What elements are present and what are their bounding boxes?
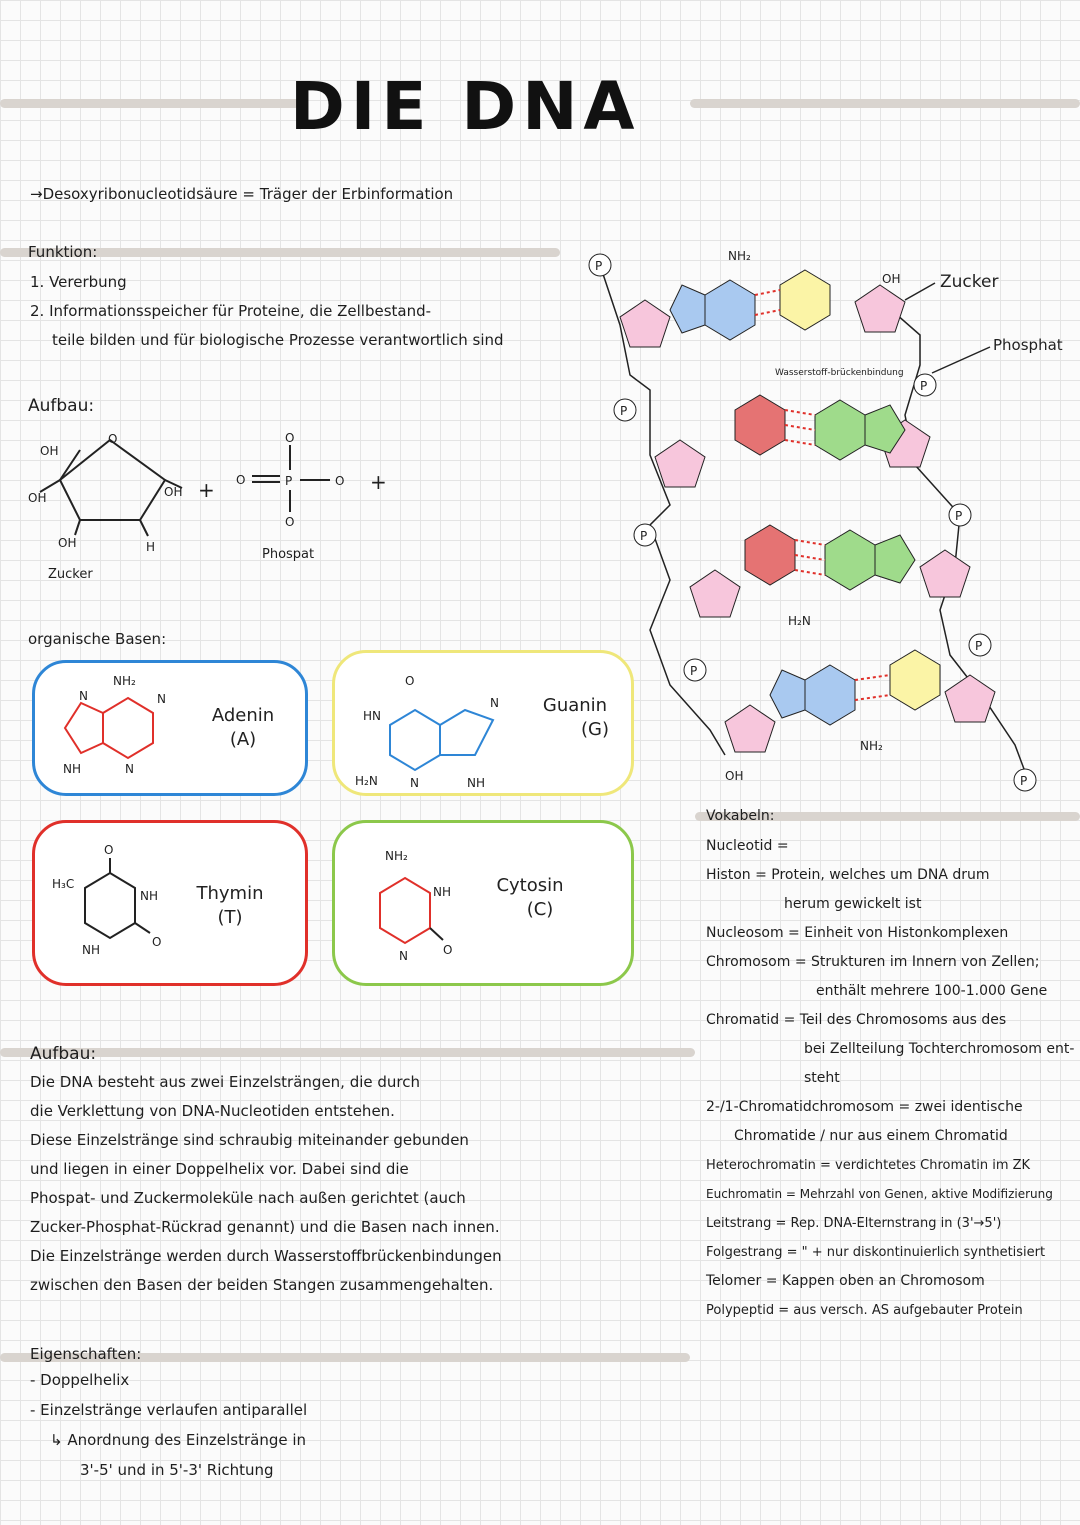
aufbau2-line: Diese Einzelstränge sind schraubig miteinander gebunden	[30, 1131, 469, 1149]
sugar-pentagon	[620, 300, 670, 347]
cytosin-box	[332, 820, 634, 986]
cytosin-name: Cytosin	[496, 875, 564, 896]
cytosine-ring	[745, 525, 795, 585]
aufbau2-bar	[0, 1048, 695, 1057]
vokabel-line: Polypeptid = aus versch. AS aufgebauter Protein	[706, 1303, 1023, 1318]
aufbau2-line: zwischen den Basen der beiden Stangen zusammengehalten.	[30, 1276, 494, 1294]
adenine-ring	[670, 285, 705, 333]
vokabeln-heading: Vokabeln:	[706, 808, 775, 824]
guanin-nh: NH	[467, 776, 485, 790]
plus-2: +	[370, 470, 387, 494]
guanin-o: O	[405, 674, 415, 688]
aufbau2-heading: Aufbau:	[30, 1044, 97, 1064]
phosphate-p-label: P	[620, 404, 628, 418]
adenine-ring	[770, 670, 805, 718]
sugar-pentagon	[725, 705, 775, 752]
vokabel-line: Chromatid = Teil des Chromosoms aus des	[706, 1012, 1007, 1028]
guanin-n-right: N	[490, 696, 499, 710]
subtitle: →Desoxyribonucleotidsäure = Träger der Erbinformation	[30, 185, 454, 203]
diagram-h2n-label: H₂N	[788, 614, 811, 628]
guanin-n-bottom: N	[410, 776, 419, 790]
thymin-h3c: H₃C	[52, 877, 75, 891]
phosphate-o-left: O	[236, 473, 246, 487]
title-bar-left	[0, 99, 300, 108]
phosphate-p-label: P	[640, 529, 648, 543]
guanine-ring	[825, 530, 875, 590]
thymin-structure	[50, 838, 200, 968]
thymin-box	[32, 820, 308, 986]
aufbau2-line: Zucker-Phosphat-Rückrad genannt) und die Basen nach innen.	[30, 1218, 500, 1236]
funktion-heading: Funktion:	[28, 243, 98, 261]
vokabel-line: enthält mehrere 100-1.000 Gene	[816, 983, 1048, 999]
adenin-nh2: NH₂	[113, 674, 136, 688]
hbond-label: Wasserstoff-brückenbindung	[775, 368, 904, 378]
adenin-n-top: N	[157, 692, 166, 706]
sugar-h: H	[146, 540, 156, 554]
guanin-structure	[355, 665, 515, 790]
cytosin-n: N	[399, 949, 408, 963]
thymine-ring	[780, 270, 830, 330]
vokabel-line: Heterochromatin = verdichtetes Chromatin im ZK	[706, 1158, 1031, 1173]
phosphat-label: Phosphat	[993, 336, 1063, 354]
phosphate-icon	[634, 524, 656, 546]
thymin-o-top: O	[104, 843, 114, 857]
sugar-oh-left: OH	[28, 491, 47, 505]
aufbau2-line: Die Einzelstränge werden durch Wasserstoffbrückenbindungen	[30, 1247, 502, 1265]
eigenschaften-heading: Eigenschaften:	[30, 1345, 142, 1363]
sugar-pentagon	[920, 550, 970, 597]
phosphate-icon	[914, 374, 936, 396]
phosphate-p-label: P	[920, 379, 928, 393]
vokabel-line: Chromatide / nur aus einem Chromatid	[734, 1128, 1008, 1144]
phosphate-icon	[684, 659, 706, 681]
phosphate-icon	[1014, 769, 1036, 791]
phosphate-icon	[614, 399, 636, 421]
eigenschaften-line: - Einzelstränge verlaufen antiparallel	[30, 1401, 308, 1419]
thymine-ring	[890, 650, 940, 710]
sugar-pentagon	[855, 285, 905, 332]
sugar-oh-bottom: OH	[58, 536, 77, 550]
cytosin-o: O	[443, 943, 453, 957]
phosphate-icon	[589, 254, 611, 276]
vokabeln-list	[706, 832, 1076, 1325]
aufbau2-line: Die DNA besteht aus zwei Einzelsträngen, die durch	[30, 1073, 421, 1091]
adenin-nh: NH	[63, 762, 81, 776]
sugar-pentagon	[690, 570, 740, 617]
aufbau-heading: Aufbau:	[28, 396, 95, 416]
diagram-oh-bottom: OH	[725, 769, 744, 783]
phosphate-icon	[949, 504, 971, 526]
cytosin-structure	[355, 838, 505, 973]
vokabel-line: Euchromatin = Mehrzahl von Genen, aktive Modifizierung	[706, 1187, 1053, 1201]
vokabel-line: Folgestrang = " + nur diskontinuierlich synthetisiert	[706, 1245, 1046, 1260]
adenine-ring	[805, 665, 855, 725]
aufbau2-text	[30, 1068, 650, 1300]
adenin-box	[32, 660, 308, 796]
cytosine-ring	[735, 395, 785, 455]
bases-heading: organische Basen:	[28, 630, 167, 648]
aufbau2-line: die Verklettung von DNA-Nucleotiden entstehen.	[30, 1102, 395, 1120]
funktion-item-2: 2. Informationsspeicher für Proteine, die Zellbestand-	[30, 302, 432, 320]
vokabel-line: Leitstrang = Rep. DNA-Elternstrang in (3'→5')	[706, 1216, 1002, 1231]
sugar-pentagon	[945, 675, 995, 722]
adenin-n-bottom: N	[125, 762, 134, 776]
sugar-label: Zucker	[48, 567, 93, 582]
phosphate-p-label: P	[955, 509, 963, 523]
guanine-ring	[815, 400, 865, 460]
plus-1: +	[198, 478, 215, 502]
vokabel-line: Nucleotid =	[706, 838, 789, 854]
sugar-oh-right: OH	[164, 485, 183, 499]
diagram-oh-top: OH	[882, 272, 901, 286]
phosphate-p: P	[285, 474, 293, 488]
vokabel-line: Chromosom = Strukturen im Innern von Zellen;	[706, 954, 1040, 970]
guanin-h2n: H₂N	[355, 774, 378, 788]
guanin-abbr: (G)	[581, 719, 609, 740]
eigenschaften-line: - Doppelhelix	[30, 1371, 130, 1389]
thymin-nh: NH	[140, 889, 158, 903]
eigenschaften-line: 3'-5' und in 5'-3' Richtung	[80, 1461, 274, 1479]
phosphate-icon	[969, 634, 991, 656]
diagram-nh2-label: NH₂	[728, 249, 751, 263]
dna-helix-diagram	[560, 225, 1075, 815]
phosphate-p-label: P	[975, 639, 983, 653]
cytosin-abbr: (C)	[526, 899, 554, 920]
zucker-label: Zucker	[940, 272, 999, 292]
phosphate-p-label: P	[690, 664, 698, 678]
adenin-abbr: (A)	[229, 729, 257, 750]
phosphate-label: Phospat	[262, 547, 315, 562]
sugar-oh-top: OH	[40, 444, 59, 458]
sugar-pentagon	[655, 440, 705, 487]
vokabel-line: Histon = Protein, welches um DNA drum	[706, 867, 990, 883]
aufbau2-line: Phospat- und Zuckermoleküle nach außen gerichtet (auch	[30, 1189, 466, 1207]
vokabel-line: Telomer = Kappen oben an Chromosom	[706, 1273, 985, 1289]
thymin-name: Thymin	[196, 883, 264, 904]
cytosin-nh2: NH₂	[385, 849, 408, 863]
vokabel-line: Nucleosom = Einheit von Histonkomplexen	[706, 925, 1009, 941]
thymin-o-bottom: O	[152, 935, 162, 949]
title-bar-right	[690, 99, 1080, 108]
adenin-n-left: N	[79, 689, 88, 703]
adenin-structure	[53, 673, 203, 788]
guanine-ring	[875, 535, 915, 583]
vokabel-line: bei Zellteilung Tochterchromosom ent-	[804, 1041, 1075, 1057]
phosphate-p-label: P	[1020, 774, 1028, 788]
vokabel-line: 2-/1-Chromatidchromosom = zwei identische	[706, 1099, 1023, 1115]
cytosin-nh: NH	[433, 885, 451, 899]
phosphate-p-label: P	[595, 259, 603, 273]
funktion-item-3: teile bilden und für biologische Prozesse verantwortlich sind	[52, 331, 504, 349]
aufbau2-line: und liegen in einer Doppelhelix vor. Dabei sind die	[30, 1160, 409, 1178]
sugar-o-ring: O	[108, 432, 118, 446]
phosphate-o-bottom: O	[285, 515, 295, 529]
phosphate-o-top: O	[285, 431, 295, 445]
adenin-name: Adenin	[211, 705, 275, 726]
adenine-ring	[705, 280, 755, 340]
page-title: DIE DNA	[290, 68, 641, 145]
funktion-item-1: 1. Vererbung	[30, 273, 127, 291]
thymin-nh-bottom: NH	[82, 943, 100, 957]
thymin-abbr: (T)	[217, 907, 243, 928]
vokabel-line: herum gewickelt ist	[784, 896, 922, 912]
vokabel-line: steht	[804, 1070, 840, 1086]
guanin-hn: HN	[363, 709, 381, 723]
phosphate-o-right: O	[335, 474, 345, 488]
guanin-name: Guanin	[542, 695, 608, 716]
diagram-nh2-label-2: NH₂	[860, 739, 883, 753]
phosphate-molecule	[230, 430, 380, 540]
eigenschaften-line: ↳ Anordnung des Einzelstränge in	[50, 1431, 307, 1449]
